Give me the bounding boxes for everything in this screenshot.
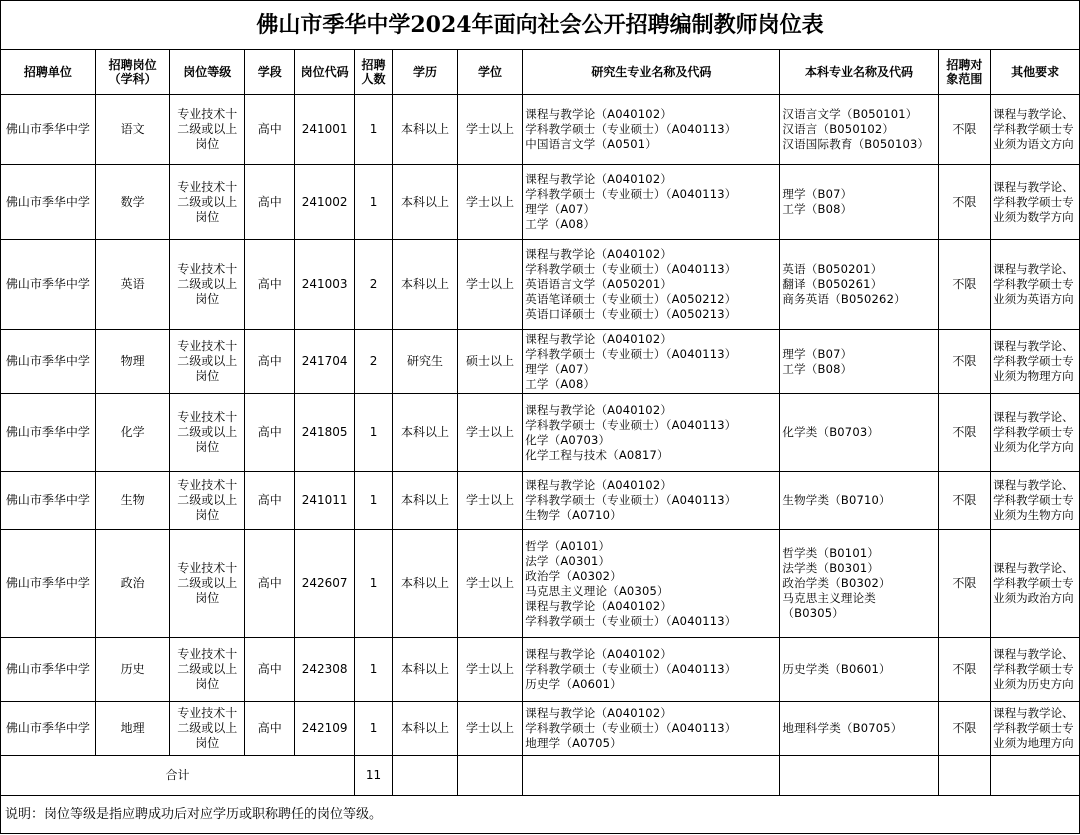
cell-level: 专业技术十二级或以上岗位 (170, 330, 245, 394)
cell-scope: 不限 (938, 394, 990, 472)
cell-other-requirements: 课程与教学论、学科教学硕士专业须为历史方向 (991, 638, 1080, 702)
cell-code: 241011 (295, 472, 354, 530)
header-stage: 学段 (245, 50, 295, 95)
grad-major-line: 英语语言文学（A050201） (525, 277, 673, 291)
footnote: 说明：岗位等级是指应聘成功后对应学历或职称聘任的岗位等级。 (0, 796, 1080, 834)
cell-degree: 学士以上 (457, 240, 523, 330)
undergrad-major-line: 商务英语（B050262） (782, 292, 906, 306)
cell-stage: 高中 (245, 95, 295, 165)
cell-stage: 高中 (245, 330, 295, 394)
cell-code: 241003 (295, 240, 354, 330)
cell-scope: 不限 (938, 165, 990, 240)
cell-count: 1 (354, 165, 392, 240)
grad-major-line: 学科教学硕士（专业硕士）（A040113） (525, 187, 737, 201)
undergrad-major-line: 马克思主义理论类 (782, 591, 877, 605)
undergrad-major-line: 工学（B08） (782, 202, 853, 216)
cell-other-requirements: 课程与教学论、学科教学硕士专业须为语文方向 (991, 95, 1080, 165)
cell-count: 1 (354, 530, 392, 638)
header-count: 招聘人数 (354, 50, 392, 95)
undergrad-major-line: 汉语言（B050102） (782, 122, 895, 136)
undergrad-major-line: 理学（B07） (782, 187, 853, 201)
header-code: 岗位代码 (295, 50, 354, 95)
page-title: 佛山市季华中学2024年面向社会公开招聘编制教师岗位表 (0, 0, 1080, 49)
cell-unit: 佛山市季华中学 (1, 394, 96, 472)
cell-edu: 研究生 (393, 330, 458, 394)
cell-code: 242308 (295, 638, 354, 702)
cell-undergrad-majors (780, 165, 938, 240)
cell-undergrad-majors (780, 394, 938, 472)
cell-stage: 高中 (245, 240, 295, 330)
cell-undergrad-majors (780, 95, 938, 165)
cell-undergrad-majors (780, 240, 938, 330)
cell-grad-majors (523, 702, 780, 756)
cell-unit: 佛山市季华中学 (1, 95, 96, 165)
total-empty (523, 756, 780, 796)
cell-grad-majors (523, 165, 780, 240)
cell-post: 生物 (95, 472, 170, 530)
undergrad-major-line: 地理科学类（B0705） (782, 721, 903, 735)
total-empty (457, 756, 523, 796)
cell-edu: 本科以上 (393, 165, 458, 240)
header-scope: 招聘对象范围 (938, 50, 990, 95)
table-row (1, 638, 1080, 702)
grad-major-line: 学科教学硕士（专业硕士）（A040113） (525, 613, 737, 628)
cell-post: 地理 (95, 702, 170, 756)
table-row (1, 165, 1080, 240)
cell-count: 2 (354, 330, 392, 394)
cell-count: 2 (354, 240, 392, 330)
cell-level: 专业技术十二级或以上岗位 (170, 530, 245, 638)
grad-major-line: 理学（A07） (525, 361, 596, 376)
cell-grad-majors (523, 240, 780, 330)
cell-edu: 本科以上 (393, 472, 458, 530)
cell-degree: 学士以上 (457, 95, 523, 165)
header-unit: 招聘单位 (1, 50, 96, 95)
grad-major-line: 课程与教学论（A040102） (525, 598, 673, 613)
grad-major-line: 英语口译硕士（专业硕士）（A050213） (525, 307, 737, 321)
cell-other-requirements: 课程与教学论、学科教学硕士专业须为英语方向 (991, 240, 1080, 330)
cell-edu: 本科以上 (393, 240, 458, 330)
cell-code: 241704 (295, 330, 354, 394)
table-row (1, 530, 1080, 638)
total-empty (938, 756, 990, 796)
cell-code: 241002 (295, 165, 354, 240)
cell-stage: 高中 (245, 472, 295, 530)
grad-major-line: 课程与教学论（A040102） (525, 706, 673, 720)
grad-major-line: 政治学（A0302） (525, 568, 622, 583)
cell-degree: 学士以上 (457, 165, 523, 240)
cell-other-requirements: 课程与教学论、学科教学硕士专业须为地理方向 (991, 702, 1080, 756)
cell-count: 1 (354, 394, 392, 472)
cell-undergrad-majors (780, 530, 938, 638)
cell-level: 专业技术十二级或以上岗位 (170, 472, 245, 530)
grad-major-line: 化学工程与技术（A0817） (525, 447, 669, 462)
header-other: 其他要求 (991, 50, 1080, 95)
grad-major-line: 学科教学硕士（专业硕士）（A040113） (525, 262, 737, 276)
cell-level: 专业技术十二级或以上岗位 (170, 638, 245, 702)
cell-grad-majors (523, 394, 780, 472)
cell-level: 专业技术十二级或以上岗位 (170, 394, 245, 472)
grad-major-line: 课程与教学论（A040102） (525, 402, 673, 417)
grad-major-line: 课程与教学论（A040102） (525, 107, 673, 121)
undergrad-major-line: （B0305） (782, 606, 844, 620)
undergrad-major-line: 政治学类（B0302） (782, 576, 891, 590)
cell-undergrad-majors (780, 638, 938, 702)
cell-scope: 不限 (938, 530, 990, 638)
cell-edu: 本科以上 (393, 394, 458, 472)
cell-scope: 不限 (938, 95, 990, 165)
cell-stage: 高中 (245, 638, 295, 702)
grad-major-line: 理学（A07） (525, 202, 596, 216)
header-grad-major: 研究生专业名称及代码 (523, 50, 780, 95)
cell-grad-majors (523, 638, 780, 702)
header-row (1, 50, 1080, 95)
undergrad-major-line: 汉语言文学（B050101） (782, 107, 918, 121)
undergrad-major-line: 理学（B07） (782, 346, 853, 361)
cell-count: 1 (354, 702, 392, 756)
cell-edu: 本科以上 (393, 702, 458, 756)
grad-major-line: 英语笔译硕士（专业硕士）（A050212） (525, 292, 737, 306)
cell-unit: 佛山市季华中学 (1, 702, 96, 756)
cell-post: 物理 (95, 330, 170, 394)
cell-scope: 不限 (938, 702, 990, 756)
total-row (1, 756, 1080, 796)
grad-major-line: 马克思主义理论（A0305） (525, 583, 669, 598)
cell-count: 1 (354, 472, 392, 530)
cell-scope: 不限 (938, 472, 990, 530)
grad-major-line: 学科教学硕士（专业硕士）（A040113） (525, 662, 737, 676)
header-edu: 学历 (393, 50, 458, 95)
cell-degree: 学士以上 (457, 530, 523, 638)
cell-code: 242109 (295, 702, 354, 756)
grad-major-line: 学科教学硕士（专业硕士）（A040113） (525, 122, 737, 136)
cell-post: 语文 (95, 95, 170, 165)
grad-major-line: 化学（A0703） (525, 432, 611, 447)
cell-unit: 佛山市季华中学 (1, 165, 96, 240)
cell-post: 英语 (95, 240, 170, 330)
cell-grad-majors (523, 530, 780, 638)
table-row (1, 394, 1080, 472)
undergrad-major-line: 生物学类（B0710） (782, 493, 891, 507)
grad-major-line: 学科教学硕士（专业硕士）（A040113） (525, 721, 737, 735)
cell-unit: 佛山市季华中学 (1, 240, 96, 330)
cell-unit: 佛山市季华中学 (1, 638, 96, 702)
grad-major-line: 历史学（A0601） (525, 677, 622, 691)
cell-unit: 佛山市季华中学 (1, 530, 96, 638)
cell-other-requirements: 课程与教学论、学科教学硕士专业须为政治方向 (991, 530, 1080, 638)
table-row (1, 95, 1080, 165)
grad-major-line: 课程与教学论（A040102） (525, 247, 673, 261)
cell-edu: 本科以上 (393, 638, 458, 702)
cell-undergrad-majors (780, 702, 938, 756)
undergrad-major-line: 哲学类（B0101） (782, 546, 880, 560)
grad-major-line: 工学（A08） (525, 217, 596, 231)
cell-code: 242607 (295, 530, 354, 638)
undergrad-major-line: 英语（B050201） (782, 262, 883, 276)
cell-unit: 佛山市季华中学 (1, 472, 96, 530)
total-empty (991, 756, 1080, 796)
undergrad-major-line: 化学类（B0703） (782, 425, 880, 439)
cell-degree: 硕士以上 (457, 330, 523, 394)
header-degree: 学位 (457, 50, 523, 95)
cell-edu: 本科以上 (393, 95, 458, 165)
cell-level: 专业技术十二级或以上岗位 (170, 165, 245, 240)
cell-other-requirements: 课程与教学论、学科教学硕士专业须为生物方向 (991, 472, 1080, 530)
cell-level: 专业技术十二级或以上岗位 (170, 702, 245, 756)
cell-undergrad-majors (780, 472, 938, 530)
cell-count: 1 (354, 638, 392, 702)
cell-degree: 学士以上 (457, 638, 523, 702)
cell-post: 政治 (95, 530, 170, 638)
table-row (1, 240, 1080, 330)
table-row (1, 330, 1080, 394)
grad-major-line: 法学（A0301） (525, 553, 611, 568)
cell-grad-majors (523, 95, 780, 165)
cell-other-requirements: 课程与教学论、学科教学硕士专业须为化学方向 (991, 394, 1080, 472)
cell-stage: 高中 (245, 702, 295, 756)
grad-major-line: 学科教学硕士（专业硕士）（A040113） (525, 346, 737, 361)
cell-code: 241001 (295, 95, 354, 165)
undergrad-major-line: 历史学类（B0601） (782, 662, 891, 676)
cell-stage: 高中 (245, 530, 295, 638)
cell-edu: 本科以上 (393, 530, 458, 638)
cell-degree: 学士以上 (457, 702, 523, 756)
cell-code: 241805 (295, 394, 354, 472)
grad-major-line: 哲学（A0101） (525, 538, 611, 553)
cell-degree: 学士以上 (457, 472, 523, 530)
total-empty (393, 756, 458, 796)
table-row (1, 702, 1080, 756)
cell-grad-majors (523, 330, 780, 394)
cell-unit: 佛山市季华中学 (1, 330, 96, 394)
cell-post: 数学 (95, 165, 170, 240)
grad-major-line: 学科教学硕士（专业硕士）（A040113） (525, 493, 737, 507)
grad-major-line: 工学（A08） (525, 376, 596, 391)
undergrad-major-line: 法学类（B0301） (782, 561, 880, 575)
cell-scope: 不限 (938, 240, 990, 330)
cell-level: 专业技术十二级或以上岗位 (170, 240, 245, 330)
grad-major-line: 学科教学硕士（专业硕士）（A040113） (525, 417, 737, 432)
grad-major-line: 生物学（A0710） (525, 508, 622, 522)
grad-major-line: 中国语言文学（A0501） (525, 137, 657, 151)
cell-post: 化学 (95, 394, 170, 472)
total-empty (780, 756, 938, 796)
grad-major-line: 课程与教学论（A040102） (525, 331, 673, 346)
grad-major-line: 课程与教学论（A040102） (525, 172, 673, 186)
total-count: 11 (354, 756, 392, 796)
header-post: 招聘岗位（学科） (95, 50, 170, 95)
total-label: 合计 (1, 756, 355, 796)
cell-post: 历史 (95, 638, 170, 702)
cell-scope: 不限 (938, 638, 990, 702)
undergrad-major-line: 工学（B08） (782, 361, 853, 376)
cell-other-requirements: 课程与教学论、学科教学硕士专业须为数学方向 (991, 165, 1080, 240)
cell-degree: 学士以上 (457, 394, 523, 472)
grad-major-line: 课程与教学论（A040102） (525, 478, 673, 492)
cell-stage: 高中 (245, 165, 295, 240)
cell-level: 专业技术十二级或以上岗位 (170, 95, 245, 165)
cell-scope: 不限 (938, 330, 990, 394)
grad-major-line: 课程与教学论（A040102） (525, 647, 673, 661)
cell-count: 1 (354, 95, 392, 165)
undergrad-major-line: 汉语国际教育（B050103） (782, 137, 930, 151)
header-level: 岗位等级 (170, 50, 245, 95)
grad-major-line: 地理学（A0705） (525, 736, 622, 750)
table-row (1, 472, 1080, 530)
cell-undergrad-majors (780, 330, 938, 394)
undergrad-major-line: 翻译（B050261） (782, 277, 883, 291)
header-undergrad-major: 本科专业名称及代码 (780, 50, 938, 95)
positions-table (0, 49, 1080, 796)
cell-grad-majors (523, 472, 780, 530)
cell-other-requirements: 课程与教学论、学科教学硕士专业须为物理方向 (991, 330, 1080, 394)
cell-stage: 高中 (245, 394, 295, 472)
